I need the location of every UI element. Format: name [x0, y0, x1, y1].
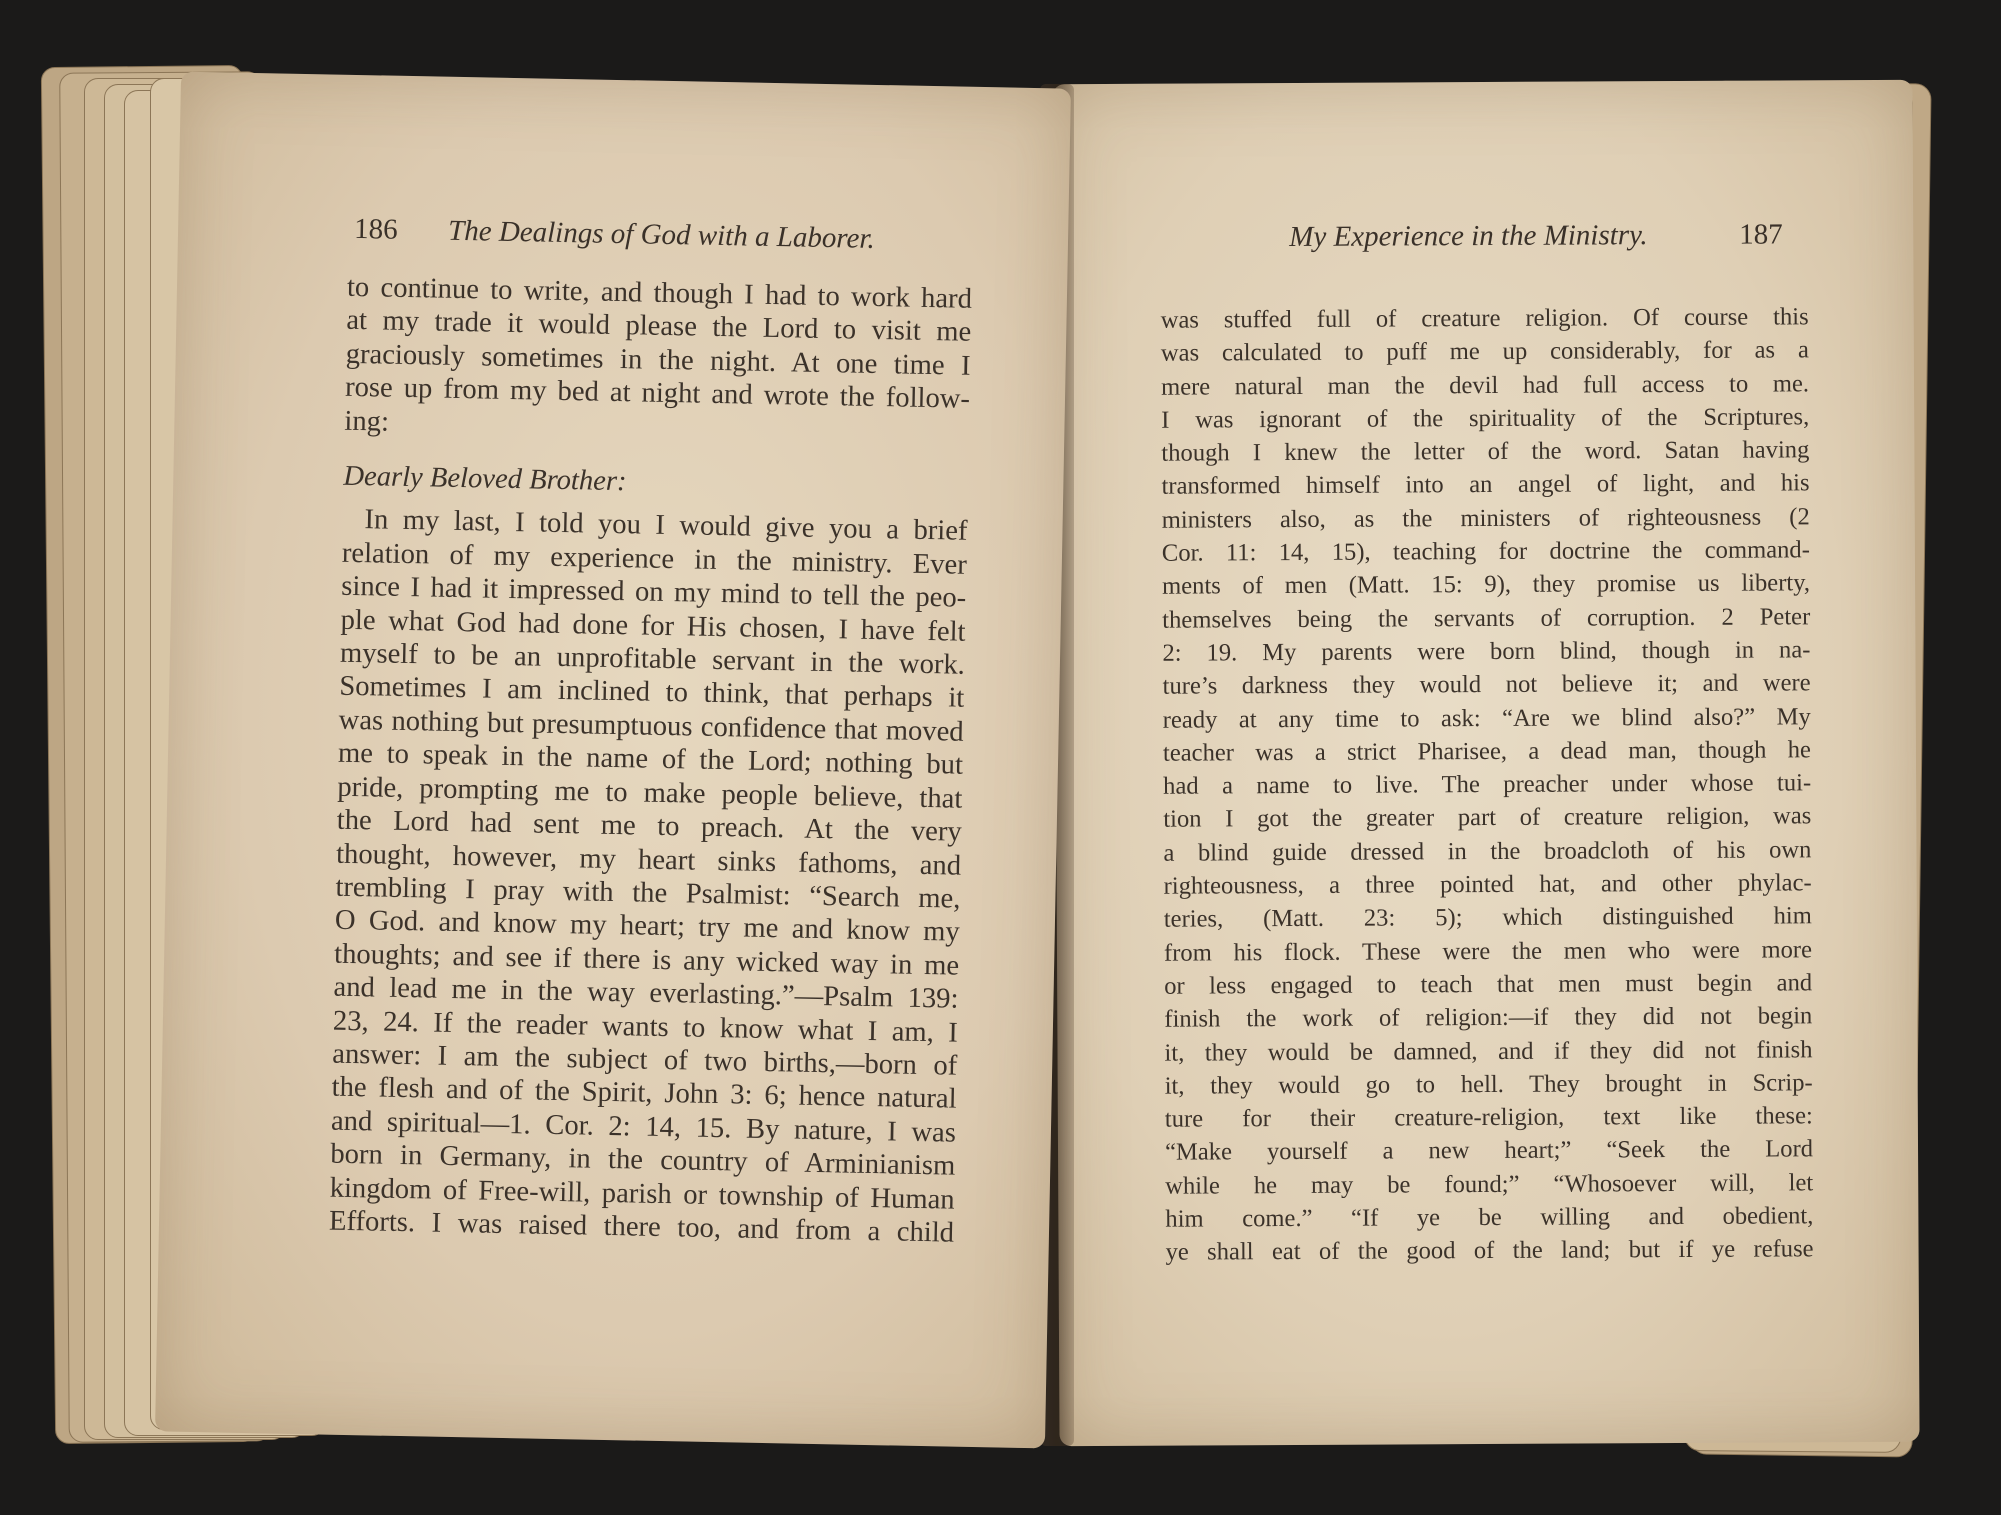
text-line: mere natural man the devil had full access to me.	[1160, 369, 1810, 401]
page-number: 186	[353, 212, 398, 246]
running-title: The Dealings of God with a Laborer.	[447, 214, 876, 255]
text-line: trembling I pray with the Psalmist: “Search me,	[335, 871, 961, 915]
text-line: from his flock. These were the men who were more	[1163, 935, 1813, 967]
text-line: had a name to live. The preacher under whose tui-	[1163, 769, 1812, 800]
text-line: it, they would go to hell. They brought in Scrip-	[1164, 1069, 1813, 1100]
text-line: 2: 19. My parents were born blind, though in na-	[1162, 636, 1811, 667]
text-line: teries, (Matt. 23: 5); which distinguished him	[1163, 902, 1812, 934]
text-line: answer: I am the subject of two births,—born of	[332, 1038, 958, 1082]
text-line: me to speak in the name of the Lord; nothing but	[337, 738, 964, 781]
text-line: I was ignorant of the spirituality of the Scriptures,	[1161, 403, 1810, 434]
body-text	[1161, 300, 1814, 1269]
running-title: My Experience in the Ministry.	[1289, 219, 1648, 254]
text-line: ple what God had done for His chosen, I have felt	[340, 604, 966, 648]
text-line: pride, prompting me to make people believe, that	[337, 771, 963, 815]
text-line: In my last, I told you I would give you a brief	[364, 504, 968, 548]
page-number: 187	[1739, 218, 1783, 251]
salutation: Dearly Beloved Brother:	[343, 460, 627, 498]
text-line: Cor. 11: 14, 15), teaching for doctrine the command-	[1161, 536, 1810, 567]
text-line: O God. and know my heart; try me and know my	[334, 905, 961, 948]
left-page	[155, 72, 1071, 1449]
text-line: was calculated to puff me up considerably, for as a	[1160, 336, 1809, 367]
right-page	[1052, 80, 1919, 1446]
text-line: Efforts. I was raised there too, and from a child	[328, 1205, 955, 1249]
text-line: to continue to write, and though I had to work hard	[346, 271, 973, 315]
text-line: it, they would be damned, and if they did not finish	[1164, 1035, 1813, 1067]
text-line: was nothing but presumptuous confidence that moved	[338, 704, 964, 748]
text-line: relation of my experience in the ministry. Ever	[341, 537, 968, 581]
text-line: “Make yourself a new heart;” “Seek the Lord	[1164, 1135, 1814, 1167]
text-line: rose up from my bed at night and wrote the follow-	[344, 372, 971, 416]
text-line: and spiritual—1. Cor. 2: 14, 15. By nature, I was	[330, 1105, 957, 1149]
text-line: was stuffed full of creature religion. Of course this	[1160, 303, 1809, 334]
text-line: ture for their creature-religion, text like these:	[1164, 1102, 1813, 1133]
text-line: kingdom of Free-will, parish or township of Human	[329, 1172, 955, 1216]
text-line: tion I got the greater part of creature religion, was	[1163, 802, 1812, 834]
text-line: the Lord had sent me to preach. At the very	[336, 804, 962, 848]
text-line: and lead me in the way everlasting.”—Psalm 139:	[333, 971, 959, 1015]
text-line: ministers also, as the ministers of righteousness (2	[1161, 503, 1810, 534]
text-line: him come.” “If ye be willing and obedient,	[1165, 1202, 1814, 1233]
text-line: while he may be found;” “Whosoever will, let	[1165, 1169, 1814, 1200]
text-line: graciously sometimes in the night. At one time I	[345, 338, 971, 382]
text-line: ture’s darkness they would not believe it; and were	[1162, 669, 1811, 700]
text-line: since I had it impressed on my mind to tell the peo-	[340, 571, 967, 614]
text-line: a blind guide dressed in the broadcloth of his own	[1163, 836, 1812, 867]
text-line: 23, 24. If the reader wants to know what I am, I	[332, 1005, 959, 1049]
text-line: ready at any time to ask: “Are we blind also?” My	[1162, 702, 1811, 734]
text-line: transformed himself into an angel of light, and his	[1161, 469, 1810, 501]
text-line: ye shall eat of the good of the land; but if ye refuse	[1165, 1235, 1814, 1266]
text-line: ing:	[344, 405, 390, 438]
text-line: thoughts; and see if there is any wicked way in me	[333, 938, 960, 982]
text-line: though I knew the letter of the word. Satan having	[1161, 436, 1810, 467]
text-line: myself to be an unprofitable servant in the work.	[339, 637, 966, 681]
text-line: finish the work of religion:—if they did not begin	[1164, 1002, 1813, 1033]
text-line: righteousness, a three pointed hat, and other phylac-	[1163, 869, 1812, 900]
text-line: Sometimes I am inclined to think, that perhaps it	[339, 671, 965, 715]
text-line: born in Germany, in the country of Arminianism	[330, 1138, 956, 1182]
text-line: themselves being the servants of corruption. 2 Peter	[1162, 602, 1811, 634]
text-line: or less engaged to teach that men must begin and	[1164, 969, 1813, 1000]
text-line: ments of men (Matt. 15: 9), they promise us liberty,	[1162, 569, 1811, 601]
body-text	[329, 271, 972, 1250]
text-line: at my trade it would please the Lord to visit me	[346, 305, 972, 349]
text-line: the flesh and of the Spirit, John 3: 6; hence natural	[331, 1072, 957, 1115]
text-line: teacher was a strict Pharisee, a dead man, though he	[1162, 736, 1812, 767]
text-line: thought, however, my heart sinks fathoms, and	[335, 838, 962, 882]
